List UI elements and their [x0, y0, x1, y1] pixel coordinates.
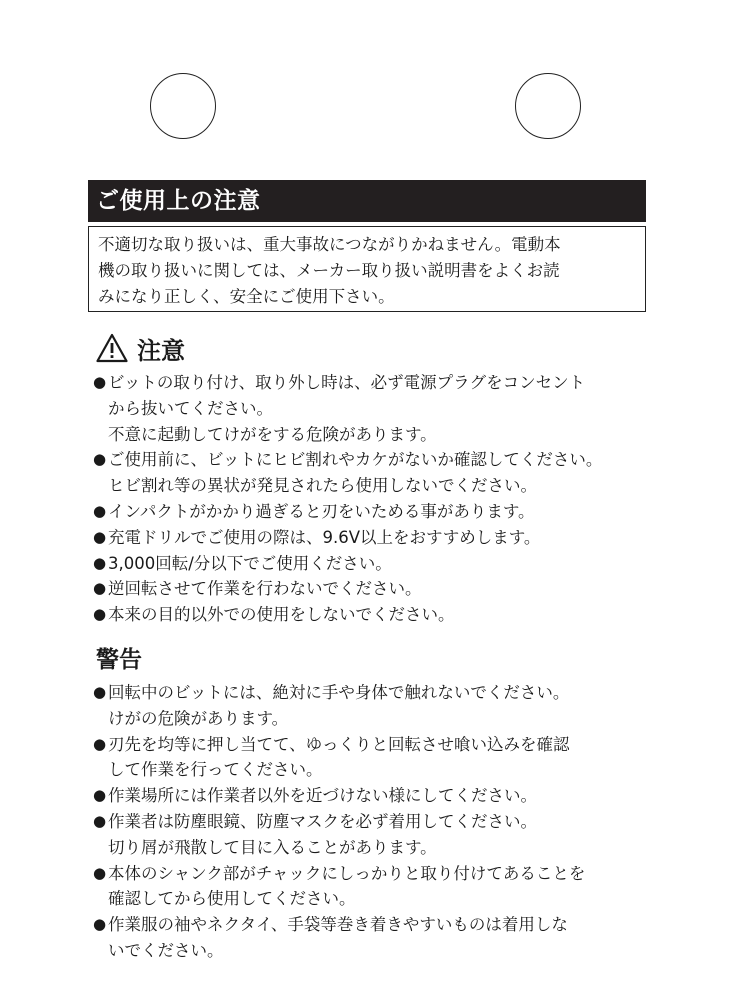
list-item-line: 作業者は防塵眼鏡、防塵マスクを必ず着用してください。: [108, 811, 537, 831]
list-item: [93, 809, 585, 861]
list-item-line: 作業場所には作業者以外を近づけない様にしてください。: [108, 786, 537, 806]
notice-line: 機の取り扱いに関しては、メーカー取り扱い説明書をよくお読: [98, 261, 560, 280]
hang-hole-left: [150, 73, 216, 139]
hang-hole-right: [515, 73, 581, 139]
list-item: [93, 370, 602, 447]
bullet-icon: ●: [93, 811, 107, 830]
bullet-icon: ●: [93, 579, 107, 598]
list-item: [93, 783, 585, 809]
list-item: [93, 499, 602, 525]
list-item-line: 回転中のビットには、絶対に手や身体で触れないでください。: [108, 683, 570, 702]
bullet-icon: ●: [93, 373, 107, 391]
notice-line: みになり正しく、安全にご使用下さい。: [98, 287, 395, 306]
list-item: [93, 551, 602, 577]
list-item-line: ヒビ割れ等の異状が発見されたら使用しないでください。: [108, 476, 537, 496]
list-item-line: ご使用前に、ビットにヒビ割れやカケがないか確認してください。: [108, 450, 603, 470]
list-item-line: から抜いてください。: [108, 398, 273, 418]
list-item-line: いでください。: [108, 940, 224, 960]
list-item-line: 確認してから使用してください。: [108, 889, 356, 909]
list-item-line: 刃先を均等に押し当てて、ゆっくりと回転させ喰い込みを確認: [108, 734, 570, 754]
list-item: [93, 576, 602, 602]
bullet-icon: ●: [93, 605, 107, 624]
section-title-bar: [88, 180, 646, 222]
list-item: [93, 732, 585, 784]
warning-heading: 警告: [96, 647, 142, 673]
list-item-line: けがの危険があります。: [108, 708, 289, 728]
list-item-line: 逆回転させて作業を行わないでください。: [108, 579, 422, 599]
list-item-line: 切り屑が飛散して目に入ることがあります。: [108, 837, 437, 857]
list-item-line: インパクトがかかり過ぎると刃をいためる事があります。: [108, 501, 535, 521]
warning-triangle-icon: [96, 333, 128, 363]
list-item-line: して作業を行ってください。: [108, 760, 323, 780]
list-item-line: 本来の目的以外での使用をしないでください。: [108, 605, 455, 625]
list-item-line: ビットの取り付け、取り外し時は、必ず電源プラグをコンセント: [108, 373, 586, 392]
list-item-line: 作業服の袖やネクタイ、手袋等巻き着きやすいものは着用しな: [108, 915, 568, 935]
section-title: ご使用上の注意: [96, 188, 261, 214]
caution-heading: [96, 331, 185, 365]
list-item: [93, 525, 602, 551]
list-item: [93, 680, 585, 732]
bullet-icon: ●: [93, 450, 107, 469]
list-item-line: 充電ドリルでご使用の際は、9.6V以上をおすすめします。: [108, 527, 541, 547]
bullet-icon: ●: [93, 734, 107, 753]
bullet-icon: ●: [93, 863, 107, 882]
bullet-icon: ●: [93, 501, 107, 520]
bullet-icon: ●: [93, 786, 107, 805]
caution-list: [93, 370, 602, 628]
list-item: [93, 912, 585, 964]
list-item: [93, 447, 602, 499]
bullet-icon: ●: [93, 683, 107, 701]
bullet-icon: ●: [93, 527, 107, 546]
list-item-line: 3,000回転/分以下でご使用ください。: [108, 553, 392, 573]
caution-heading-text: 注意: [137, 336, 185, 365]
notice-line: 不適切な取り扱いは、重大事故につながりかねません。電動本: [98, 235, 561, 254]
bullet-icon: ●: [93, 915, 107, 934]
list-item-line: 本体のシャンク部がチャックにしっかりと取り付けてあることを: [108, 863, 586, 883]
list-item: [93, 602, 602, 628]
notice-box: [88, 226, 646, 312]
list-item-line: 不意に起動してけがをする危険があります。: [108, 424, 437, 444]
bullet-icon: ●: [93, 553, 107, 572]
list-item: [93, 861, 585, 913]
warning-list: [93, 680, 585, 964]
